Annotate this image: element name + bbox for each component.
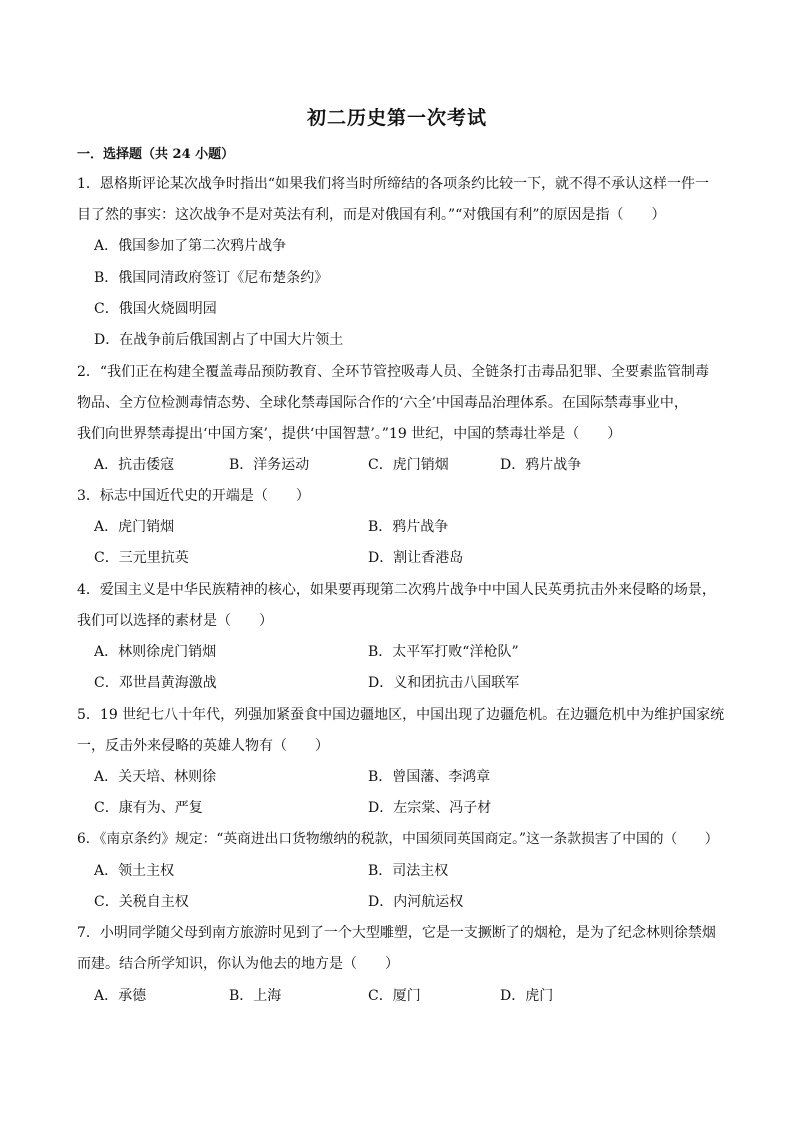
question-1-option-c[interactable]: C．俄国火烧圆明园 — [94, 301, 217, 317]
question-7-stem-line-1: 7．小明同学随父母到南方旅游时见到了一个大型雕塑，它是一支撅断了的烟枪，是为了纪念林则徐禁烟 — [77, 925, 716, 941]
question-5-option-a[interactable]: A．关天培、林则徐 — [94, 769, 217, 785]
question-6-option-b[interactable]: B．司法主权 — [368, 863, 449, 879]
question-1-option-d[interactable]: D．在战争前后俄国割占了中国大片领土 — [94, 332, 344, 348]
question-1-option-b[interactable]: B．俄国同清政府签订《尼布楚条约》 — [94, 270, 329, 286]
question-2-option-b[interactable]: B．洋务运动 — [229, 457, 310, 473]
question-2-option-c[interactable]: C．虎门销烟 — [368, 457, 449, 473]
question-3-option-a[interactable]: A．虎门销烟 — [94, 519, 175, 535]
question-7-option-b[interactable]: B．上海 — [229, 988, 282, 1004]
question-7-option-d[interactable]: D．虎门 — [500, 988, 554, 1004]
question-6-option-c[interactable]: C．关税自主权 — [94, 894, 189, 910]
question-4-option-d[interactable]: D．义和团抗击八国联军 — [368, 675, 520, 691]
question-4-option-b[interactable]: B．太平军打败“洋枪队” — [368, 644, 519, 660]
question-4-option-a[interactable]: A．林则徐虎门销烟 — [94, 644, 217, 660]
question-2-stem-line-2: 物品、全方位检测毒情态势、全球化禁毒国际合作的‘六全’中国毒品治理体系。在国际禁毒事业中， — [77, 395, 688, 411]
question-4-stem-line-1: 4．爱国主义是中华民族精神的核心，如果要再现第二次鸦片战争中中国人民英勇抗击外来侵略的场景， — [77, 582, 716, 598]
question-3-option-b[interactable]: B．鸦片战争 — [368, 519, 449, 535]
question-2-stem-line-3: 我们向世界禁毒提出‘中国方案’，提供‘中国智慧’。”19 世纪，中国的禁毒壮举是（ ） — [77, 426, 622, 442]
question-3-stem-line-1: 3．标志中国近代史的开端是（ ） — [77, 488, 310, 504]
question-4-option-c[interactable]: C．邓世昌黄海激战 — [94, 675, 217, 691]
question-2-option-a[interactable]: A．抗击倭寇 — [94, 457, 175, 473]
question-3-option-d[interactable]: D．割让香港岛 — [368, 550, 464, 566]
question-6-option-a[interactable]: A．领土主权 — [94, 863, 175, 879]
question-3-option-c[interactable]: C．三元里抗英 — [94, 550, 189, 566]
question-7-option-a[interactable]: A．承德 — [94, 988, 147, 1004]
section-heading: 一．选择题（共 24 小题） — [77, 147, 235, 162]
question-1-stem-line-1: 1．恩格斯评论某次战争时指出“如果我们将当时所缔结的各项条约比较一下，就不得不承认这样一件一 — [77, 176, 710, 192]
question-2-option-d[interactable]: D．鸦片战争 — [500, 457, 582, 473]
question-7-option-c[interactable]: C．厦门 — [368, 988, 421, 1004]
question-7-stem-line-2: 而建。结合所学知识，你认为他去的地方是（ ） — [77, 956, 399, 972]
question-5-stem-line-1: 5．19 世纪七八十年代，列强加紧蚕食中国边疆地区，中国出现了边疆危机。在边疆危机中为维护国家统 — [77, 707, 725, 723]
question-1-stem-line-2: 目了然的事实：这次战争不是对英法有利，而是对俄国有利。”“对俄国有利”的原因是指（ ） — [77, 207, 666, 223]
question-5-stem-line-2: 一，反击外来侵略的英雄人物有（ ） — [77, 738, 329, 754]
question-6-stem-line-1: 6．《南京条约》规定：“英商进出口货物缴纳的税款，中国须同英国商定。”这一条款损害了中国的（ ） — [77, 831, 719, 847]
question-5-option-c[interactable]: C．康有为、严复 — [94, 800, 203, 816]
question-1-option-a[interactable]: A．俄国参加了第二次鸦片战争 — [94, 238, 287, 254]
question-4-stem-line-2: 我们可以选择的素材是（ ） — [77, 613, 273, 629]
question-5-option-d[interactable]: D．左宗棠、冯子材 — [368, 800, 492, 816]
question-2-stem-line-1: 2．“我们正在构建全覆盖毒品预防教育、全环节管控吸毒人员、全链条打击毒品犯罪、全要素监管制毒 — [77, 364, 710, 380]
question-6-option-d[interactable]: D．内河航运权 — [368, 894, 464, 910]
page-title: 初二历史第一次考试 — [306, 107, 487, 129]
question-5-option-b[interactable]: B．曾国藩、李鸿章 — [368, 769, 491, 785]
